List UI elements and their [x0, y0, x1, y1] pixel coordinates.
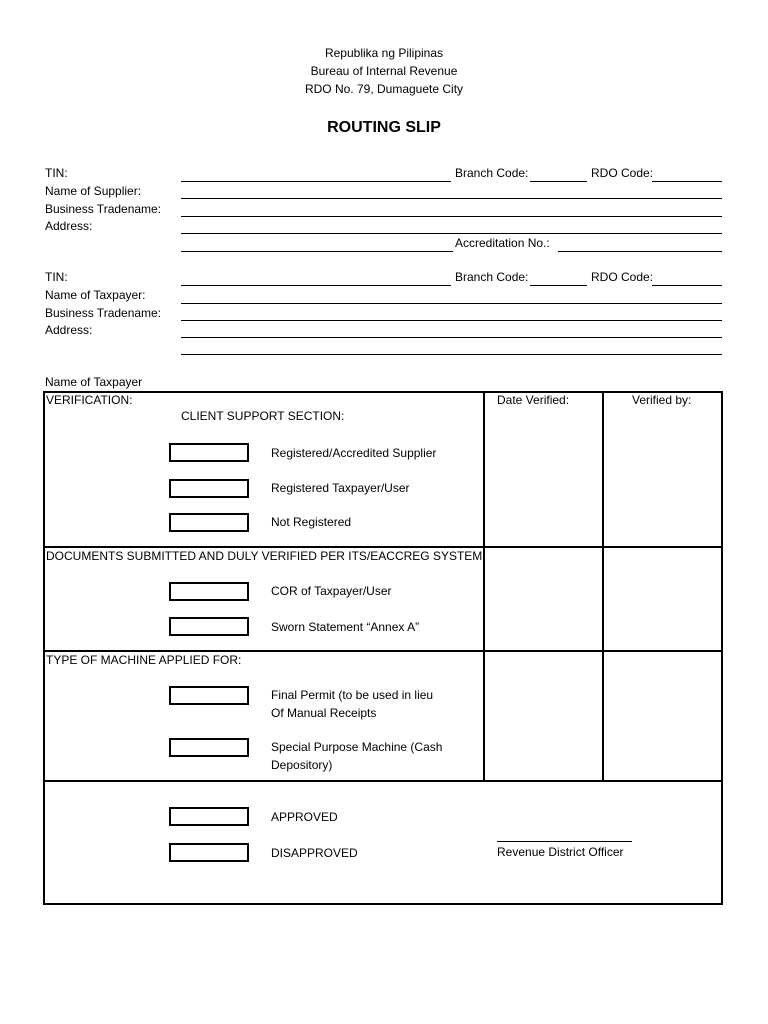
supplier-branch-code-field[interactable]	[530, 181, 587, 182]
option-special-purpose-line2: Depository)	[271, 758, 333, 772]
option-final-permit-line1: Final Permit (to be used in lieu	[271, 688, 434, 702]
taxpayer-rdo-code-label: RDO Code:	[591, 270, 654, 284]
supplier-name-field[interactable]	[181, 198, 722, 199]
supplier-address-label: Address:	[45, 219, 93, 233]
option-final-permit-line2: Of Manual Receipts	[271, 706, 377, 720]
taxpayer-tradename-label: Business Tradename:	[45, 306, 162, 320]
row-divider-2	[43, 650, 723, 652]
supplier-rdo-code-label: RDO Code:	[591, 166, 654, 180]
checkbox-final-permit[interactable]	[169, 686, 249, 705]
supplier-name-label: Name of Supplier:	[45, 184, 142, 198]
page-title: ROUTING SLIP	[327, 119, 441, 136]
checkbox-approved[interactable]	[169, 807, 249, 826]
supplier-tin-label: TIN:	[45, 166, 68, 180]
option-special-purpose-line1: Special Purpose Machine (Cash	[271, 740, 443, 754]
option-registered-taxpayer-user: Registered Taxpayer/User	[271, 481, 410, 495]
taxpayer-tin-field[interactable]	[181, 285, 451, 286]
checkbox-cor[interactable]	[169, 582, 249, 601]
header-republic: Republika ng Pilipinas	[324, 46, 444, 60]
accreditation-field[interactable]	[558, 251, 722, 252]
taxpayer-tradename-field[interactable]	[181, 320, 722, 321]
supplier-address-field-2[interactable]	[181, 251, 453, 252]
table-border-right	[721, 391, 723, 905]
checkbox-sworn-statement[interactable]	[169, 617, 249, 636]
signature-line[interactable]	[497, 841, 632, 842]
taxpayer-branch-code-label: Branch Code:	[455, 270, 529, 284]
supplier-tin-field[interactable]	[181, 181, 451, 182]
supplier-branch-code-label: Branch Code:	[455, 166, 529, 180]
column-divider-verifier	[602, 391, 604, 782]
checkbox-not-registered[interactable]	[169, 513, 249, 532]
supplier-tradename-label: Business Tradename:	[45, 202, 162, 216]
checkbox-registered-taxpayer-user[interactable]	[169, 479, 249, 498]
taxpayer-address-field-2[interactable]	[181, 354, 722, 355]
option-registered-accredited-supplier: Registered/Accredited Supplier	[271, 446, 437, 460]
option-cor: COR of Taxpayer/User	[271, 584, 392, 598]
taxpayer-name-label: Name of Taxpayer:	[45, 288, 146, 302]
date-verified-header: Date Verified:	[497, 393, 570, 407]
accreditation-label: Accreditation No.:	[455, 236, 550, 250]
supplier-address-field-1[interactable]	[181, 233, 722, 234]
option-disapproved: DISAPPROVED	[271, 846, 358, 860]
supplier-rdo-code-field[interactable]	[652, 181, 722, 182]
table-border-left	[43, 391, 45, 905]
taxpayer-name-field[interactable]	[181, 303, 722, 304]
header-bureau: Bureau of Internal Revenue	[310, 64, 458, 78]
header-rdo: RDO No. 79, Dumaguete City	[304, 82, 464, 96]
option-approved: APPROVED	[271, 810, 338, 824]
checkbox-special-purpose-machine[interactable]	[169, 738, 249, 757]
verified-by-header: Verified by:	[632, 393, 692, 407]
taxpayer-address-label: Address:	[45, 323, 93, 337]
row-divider-1	[43, 546, 723, 548]
taxpayer-address-field-1[interactable]	[181, 337, 722, 338]
row-divider-3	[43, 780, 723, 782]
verification-header: VERIFICATION:	[46, 393, 133, 407]
checkbox-disapproved[interactable]	[169, 843, 249, 862]
option-not-registered: Not Registered	[271, 515, 352, 529]
table-caption: Name of Taxpayer	[45, 375, 143, 389]
taxpayer-rdo-code-field[interactable]	[652, 285, 722, 286]
table-border-top	[43, 391, 723, 393]
option-sworn-statement: Sworn Statement “Annex A”	[271, 620, 420, 634]
documents-header: DOCUMENTS SUBMITTED AND DULY VERIFIED PER ITS/EACCREG SYSTEM	[46, 549, 483, 563]
signatory-label: Revenue District Officer	[497, 845, 624, 859]
table-border-bottom	[43, 903, 723, 905]
client-support-label: CLIENT SUPPORT SECTION:	[181, 409, 345, 423]
machine-header: TYPE OF MACHINE APPLIED FOR:	[46, 653, 242, 667]
checkbox-registered-accredited-supplier[interactable]	[169, 443, 249, 462]
taxpayer-branch-code-field[interactable]	[530, 285, 587, 286]
supplier-tradename-field[interactable]	[181, 216, 722, 217]
column-divider-date	[483, 391, 485, 782]
taxpayer-tin-label: TIN:	[45, 270, 68, 284]
